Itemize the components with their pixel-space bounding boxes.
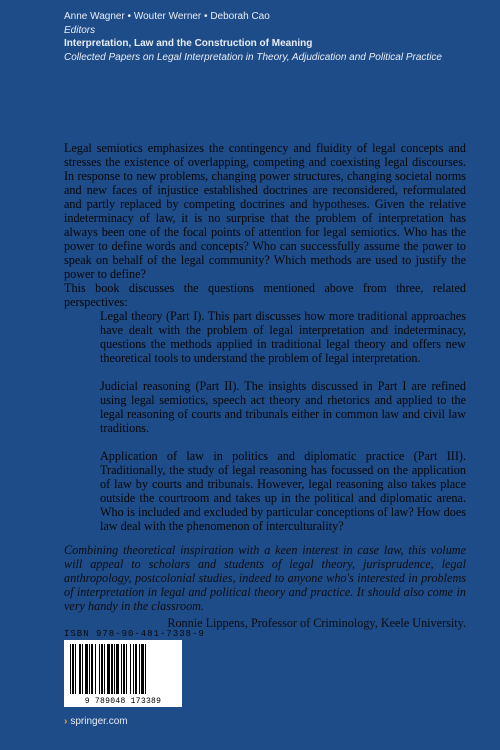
barcode-bar — [82, 644, 83, 694]
barcode-bar — [72, 644, 74, 694]
blurb-intro: Legal semiotics emphasizes the contingency and fluidity of legal concepts and stresses the existence of overlapping, competing and coexisting legal discourses. In response to new problems, changing power structures, changing societal norms and new faces of injustice established doctrines are reconsidered, reformulated and partly replaced by competing doctrines and hypotheses. Given the relative indeterminacy of law, it is no surprise that the problem of interpretation has always been one of the focal points of attention for legal semiotics. Who has the power to define words and concepts? Who can successfully assume the power to speak on behalf of the legal community? Which methods are used to justify the power to define? — [64, 141, 466, 281]
barcode-bar — [91, 644, 93, 694]
barcode-bar — [70, 644, 71, 694]
endorsement-text: Combining theoretical inspiration with a keen interest in case law, this volume will appeal to scholars and students of legal theory, jurisprudence, legal anthropology, postcolonial studies, indeed to anyone who's interested in problems of interpretation in legal and political theory and practice. It should also come in very handy in the classroom. — [64, 543, 466, 613]
barcode-bar — [141, 644, 144, 694]
isbn-label: ISBN 978-90-481-7338-9 — [64, 629, 205, 639]
barcode-bar — [89, 644, 90, 694]
barcode-image — [64, 640, 182, 698]
barcode-bar — [133, 644, 134, 694]
barcode-bar — [116, 644, 119, 694]
publisher-url: springer.com — [70, 716, 128, 727]
blurb-lead: This book discusses the questions mentioned above from three, related perspectives: — [64, 281, 466, 309]
blurb-part-1: Legal theory (Part I). This part discusses how more traditional approaches have dealt with the problem of legal interpretation and indeterminacy, questions the methods applied in traditional legal theory and offers new theoretical tools to understand the problem of legal interpretation. — [100, 309, 466, 365]
cover-header — [64, 10, 442, 64]
barcode-digits: 9 789048 173389 — [64, 697, 182, 707]
barcode-bar — [85, 644, 88, 694]
book-subtitle: Collected Papers on Legal Interpretation in Theory, Adjudication and Political Practice — [64, 51, 442, 63]
barcode-bar — [101, 644, 103, 694]
endorsement — [64, 543, 466, 630]
chevron-right-icon: › — [64, 716, 68, 727]
barcode-bar — [145, 644, 146, 694]
editors-names: Anne Wagner • Wouter Werner • Deborah Cao — [64, 11, 270, 22]
barcode-bar — [123, 644, 125, 694]
barcode-bar — [130, 644, 131, 694]
blurb-part-2: Judicial reasoning (Part II). The insights discussed in Part I are refined using legal semiotics, speech act theory and rhetorics and applied to the legal reasoning of courts and tribunals either in common law and civil law traditions. — [100, 379, 466, 435]
barcode-bar — [75, 644, 76, 694]
barcode-bar — [126, 644, 127, 694]
barcode-bar — [114, 644, 115, 694]
barcode-bar — [99, 644, 100, 694]
barcode-bar — [107, 644, 110, 694]
editors-label: Editors — [64, 24, 96, 36]
barcode-bar — [104, 644, 105, 694]
publisher-link[interactable] — [64, 716, 128, 727]
book-title: Interpretation, Law and the Construction of Meaning — [64, 38, 313, 49]
barcode-bar — [135, 644, 137, 694]
blurb-part-3: Application of law in politics and diplomatic practice (Part III). Traditionally, the study of legal reasoning has focussed on the application of law by courts and tribunals. However, legal reasoning also takes place outside the courtroom and takes up in the political and diplomatic arena. Who is included and excluded by particular conceptions of law? How does law deal with the phenomenon of interculturality? — [100, 449, 466, 533]
barcode-bar — [121, 644, 122, 694]
barcode-bar — [79, 644, 81, 694]
barcode-bar — [139, 644, 140, 694]
barcode-bar — [95, 644, 96, 694]
blurb — [64, 141, 466, 533]
barcode-bar — [111, 644, 113, 694]
endorsement-attribution: Ronnie Lippens, Professor of Criminology, Keele University. — [167, 616, 466, 630]
